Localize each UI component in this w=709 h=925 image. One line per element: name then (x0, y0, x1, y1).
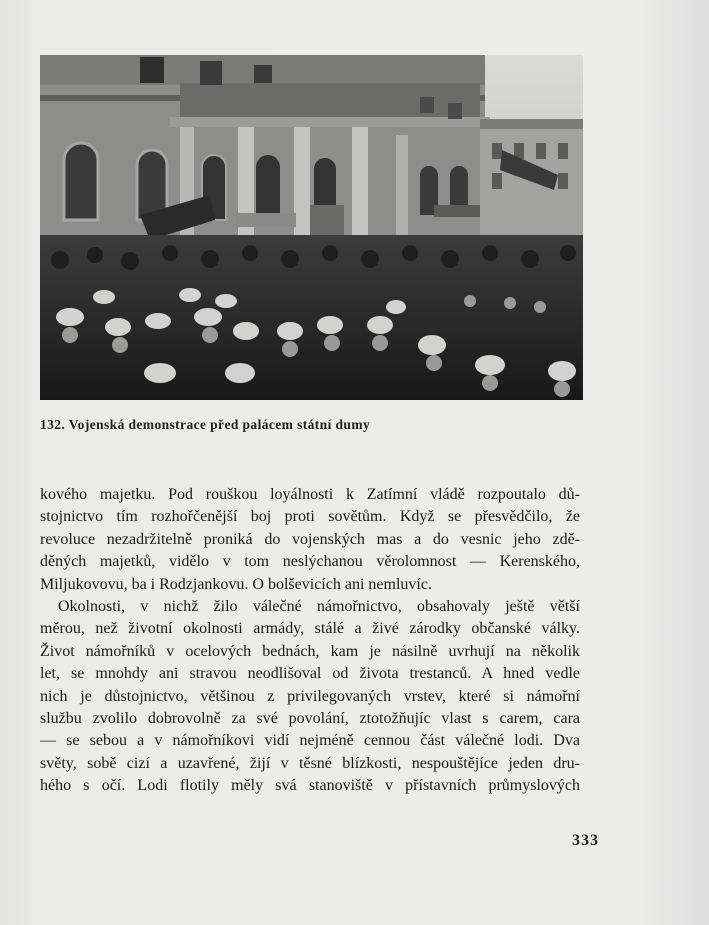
text-line: revoluce nezadržitelně proniká do vojenských mas a do vesnic jeho zdě- (40, 530, 580, 548)
text-line: Okolnosti, v nichž žilo válečné námořnictvo, obsahovaly ještě větší (58, 597, 580, 615)
text-line: let, se mnohdy ani stravou neodlišoval od života trestanců. A hned vedle (40, 665, 580, 683)
text-line: stojnictvo tím rozhořčenější boj proti sovětům. Když se přesvědčilo, že (40, 508, 580, 526)
photo-illustration (40, 55, 583, 400)
body-text (40, 484, 580, 797)
figure-caption: 132. Vojenská demonstrace před palácem státní dumy (40, 417, 371, 432)
demonstration-photo (40, 55, 583, 400)
text-line: hého s očí. Lodi flotily měly svá stanoviště v přístavních průmyslových (40, 777, 580, 795)
text-line: světy, sobě cizí a uzavřené, žijí v těsné blízkosti, nespouštějíce jeden dru- (40, 754, 580, 772)
text-line: nich je důstojnictvo, většinou z privilegovaných vrstev, které si námořní (40, 687, 580, 705)
page-number: 333 (572, 832, 599, 849)
text-line: děných majetků, vidělo v tom neslýchanou věrolomnost — Kerenského, (40, 553, 580, 571)
text-line: — se sebou a v námořníkovi vidí nejméně cennou část válečné lodi. Dva (40, 732, 580, 750)
text-line: měrou, než životní okolnosti armády, stálé a živé zárodky občanské války. (40, 620, 580, 638)
text-line: službu zvolilo dobrovolně za své povolání, ztotožňujíc vlast s carem, cara (40, 709, 580, 727)
text-line: Miljukovovu, ba i Rodzjankovu. O bolševicích ani nemluvíc. (40, 575, 432, 593)
text-line: Život námořníků v ocelových bednách, kam je násilně uvrhují na několik (40, 642, 580, 660)
text-line: kového majetku. Pod rouškou loyálnosti k Zatímní vládě rozpoutalo dů- (40, 486, 580, 503)
